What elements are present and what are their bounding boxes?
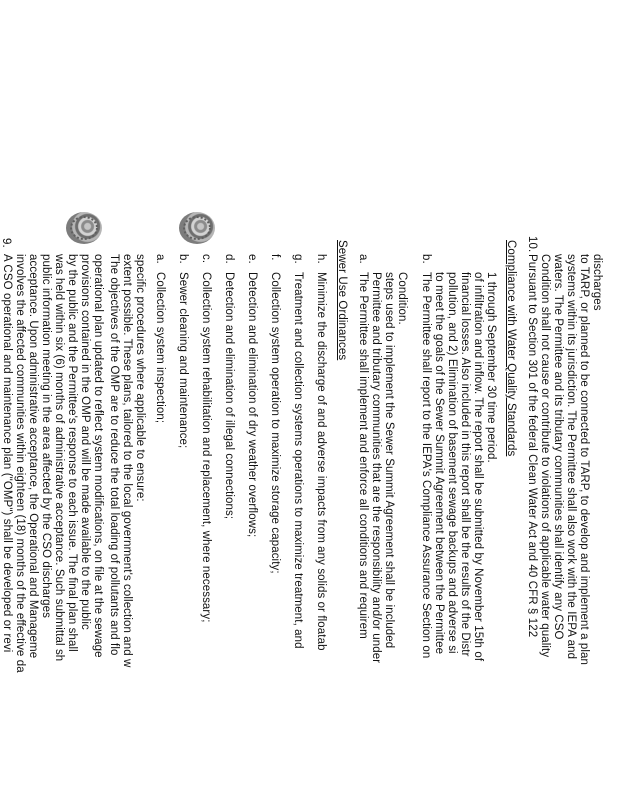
sewer-use-b-line: to meet the goals of the Sewer Summit Agreement between the Permittee: [433, 272, 445, 655]
sewer-use-a-line: The Permittee shall implement and enforce all conditions and requirem: [357, 272, 369, 639]
compliance-line: to TARP, or planned to be connected to TARP, to develop and implement a plan: [578, 254, 590, 666]
compliance-line: discharges: [591, 254, 603, 311]
compliance-line: Pursuant to Section 301 of the federal Clean Water Act and 40 CFR § 122: [526, 254, 538, 638]
sewer-use-b-line: of infiltration and inflow. The report shall be submitted by November 15th of: [472, 272, 484, 662]
sewer-use-b-line: financial losses. Also included in this report shall be the results of the Distr: [459, 272, 471, 657]
objectives-line: The objectives of the OMP are to reduce the total loading of pollutants and flo: [108, 254, 120, 656]
list-item-letter: a.: [154, 254, 166, 264]
item-9-line: operational plan updated to reflect system modifications, on file at the sewage: [92, 254, 104, 658]
sewer-use-a-line: Permittee and tributary communities that are the responsibility and/or under: [370, 272, 382, 664]
list-item-letter: c.: [200, 254, 212, 264]
list-item-letter: g.: [292, 254, 304, 264]
list-item-letter: f.: [269, 254, 281, 261]
list-item-text: Minimize the discharge of and adverse impacts from any solids or floatab: [315, 272, 327, 651]
compliance-line: Condition shall not cause or contribute to violations of applicable water quality: [539, 254, 551, 658]
sewer-use-b-line: The Permittee shall report to the IEPA's Compliance Assurance Section on: [420, 272, 432, 659]
list-item-letter: b.: [177, 254, 189, 264]
list-item-text: Detection and elimination of illegal connections;: [223, 272, 235, 520]
item-9-line: provisions contained in the OMP and will be made available to the public: [79, 254, 91, 630]
item-10-number: 10.: [526, 236, 538, 253]
list-item-text: Collection system inspection;: [154, 272, 166, 424]
sewer-use-heading: Sewer Use Ordinances: [336, 240, 348, 361]
compliance-line: waters. The Permittee and its tributary communities shall identify any CSO: [552, 254, 564, 640]
sewer-use-a-line: steps used to implement the Sewer Summit Agreement shall be included: [383, 272, 395, 649]
item-9-line: by the public and the Permittee's response to each issue. The final plan shall: [66, 254, 78, 652]
list-item-text: Treatment and collection systems operations to maximize treatment, and: [292, 272, 304, 649]
list-item-letter: d.: [223, 254, 235, 264]
list-item-text: Collection system operation to maximize storage capacity;: [269, 272, 281, 574]
compliance-line: systems within its jurisdiction. The Permittee shall also work with the IEPA and: [565, 254, 577, 660]
compliance-heading: Compliance with Water Quality Standards: [505, 240, 517, 457]
item-9-line: involves the affected communities within eighteen (18) months of the effective da: [14, 254, 26, 673]
objectives-line: extent possible. These plans, tailored to the local government's collection and w: [121, 254, 133, 668]
list-item-text: Sewer cleaning and maintenance;: [177, 272, 189, 449]
sewer-use-a-letter: a.: [357, 254, 369, 264]
sewer-use-b-line: pollution, and 2) Elimination of basement sewage backups and adverse si: [446, 272, 458, 654]
list-item-letter: h.: [315, 254, 327, 264]
item-9-line: acceptance. Upon administrative acceptance, the Operational and Manageme: [27, 254, 39, 659]
item-9-line: was held within six (6) months of administrative acceptance. Such submittal sh: [53, 254, 65, 662]
official-seal-icon: [179, 212, 215, 244]
item-9-line: public information meeting in the area affected by the CSO discharges: [40, 254, 52, 619]
sewer-use-b-letter: b.: [420, 254, 432, 264]
item-9-number: 9.: [0, 238, 12, 248]
sewer-use-b-line: 1 through September 30 time period.: [485, 272, 497, 463]
objectives-line: specific procedures where applicable to ensure:: [134, 254, 146, 502]
list-item-text: Collection system rehabilitation and replacement, where necessary;: [200, 272, 212, 623]
sewer-use-a-line: Condition.: [396, 272, 408, 325]
list-item-text: Detection and elimination of dry weather overflows;: [246, 272, 258, 538]
list-item-letter: e.: [246, 254, 258, 264]
item-9-line: A CSO operational and maintenance plan ("OMP") shall be developed or revi: [1, 254, 13, 653]
official-seal-icon: [66, 212, 102, 244]
